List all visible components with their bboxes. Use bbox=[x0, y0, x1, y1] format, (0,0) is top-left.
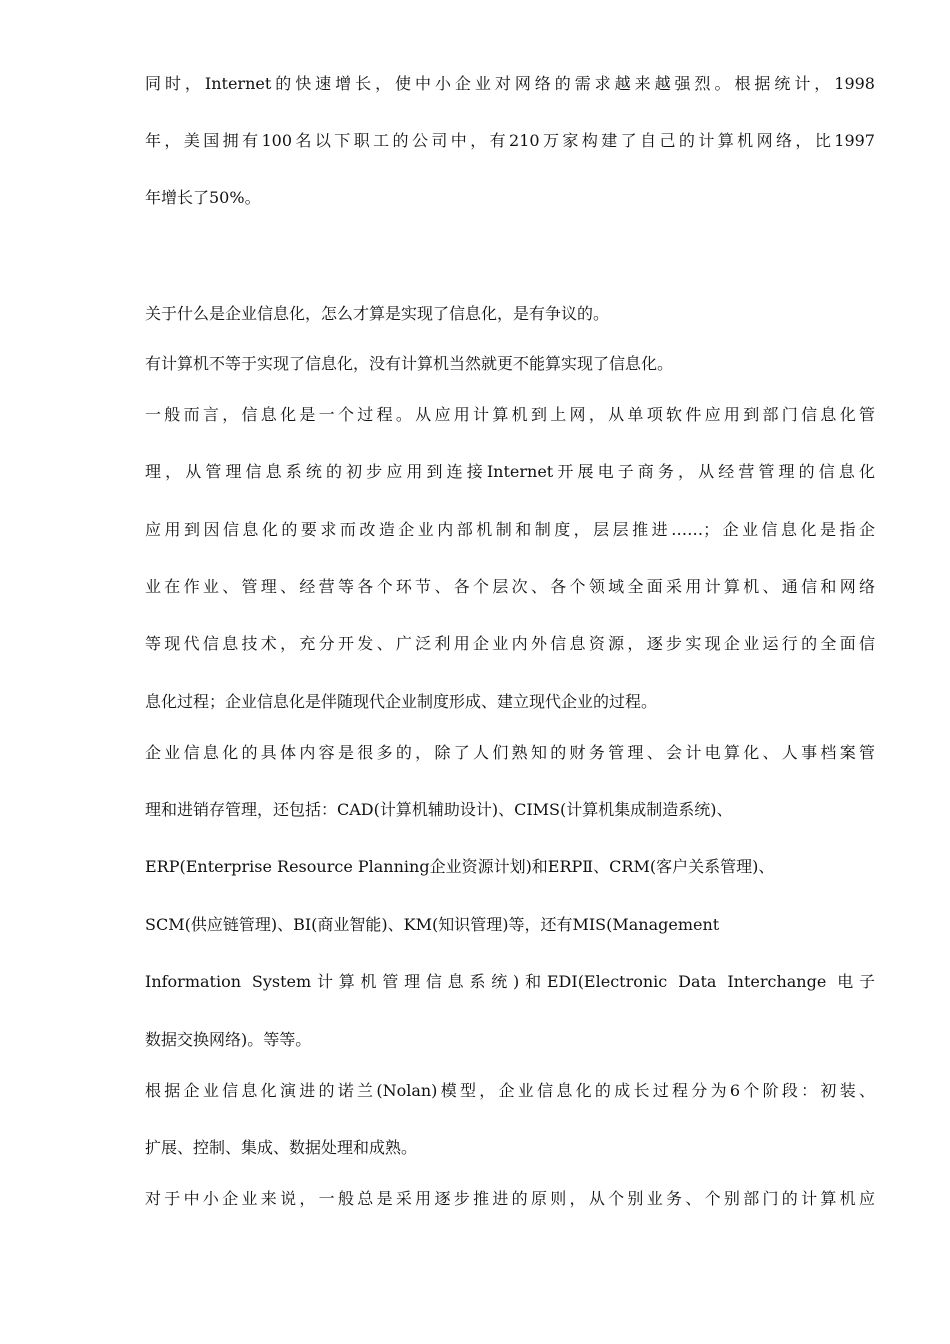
paragraph-line: Information System计算机管理信息系统)和EDI(Electronic Data Interchange 电子 bbox=[145, 972, 875, 991]
paragraph-line: 息化过程；企业信息化是伴随现代企业制度形成、建立现代企业的过程。 bbox=[145, 692, 658, 711]
paragraph-line: SCM(供应链管理)、BI(商业智能)、KM(知识管理)等，还有MIS(Management bbox=[145, 915, 720, 934]
paragraph-line: ERP(Enterprise Resource Planning企业资源计划)和ERPⅡ、CRM(客户关系管理)、 bbox=[145, 857, 775, 876]
paragraph-line: 有计算机不等于实现了信息化，没有计算机当然就更不能算实现了信息化。 bbox=[145, 354, 674, 373]
paragraph-line: 企业信息化的具体内容是很多的，除了人们熟知的财务管理、会计电算化、人事档案管 bbox=[145, 743, 875, 762]
paragraph-line: 业在作业、管理、经营等各个环节、各个层次、各个领域全面采用计算机、通信和网络 bbox=[145, 577, 875, 596]
paragraph-line: 关于什么是企业信息化，怎么才算是实现了信息化，是有争议的。 bbox=[145, 304, 610, 323]
paragraph-line: 年，美国拥有100名以下职工的公司中，有210万家构建了自己的计算机网络，比1997 bbox=[145, 131, 875, 150]
paragraph-line: 扩展、控制、集成、数据处理和成熟。 bbox=[145, 1138, 418, 1157]
paragraph-line: 年增长了50%。 bbox=[145, 188, 261, 207]
paragraph-line: 等现代信息技术，充分开发、广泛利用企业内外信息资源，逐步实现企业运行的全面信 bbox=[145, 634, 875, 653]
paragraph-line: 数据交换网络)。等等。 bbox=[145, 1030, 312, 1049]
paragraph-line: 理，从管理信息系统的初步应用到连接Internet开展电子商务，从经营管理的信息化 bbox=[145, 462, 875, 481]
paragraph-line: 同时，Internet的快速增长，使中小企业对网络的需求越来越强烈。根据统计，1998 bbox=[145, 74, 875, 93]
paragraph-line: 一般而言，信息化是一个过程。从应用计算机到上网，从单项软件应用到部门信息化管 bbox=[145, 405, 875, 424]
paragraph-line: 应用到因信息化的要求而改造企业内部机制和制度，层层推进……；企业信息化是指企 bbox=[145, 520, 875, 539]
paragraph-line: 理和进销存管理，还包括：CAD(计算机辅助设计)、CIMS(计算机集成制造系统)、 bbox=[145, 800, 733, 819]
paragraph-line: 对于中小企业来说，一般总是采用逐步推进的原则，从个别业务、个别部门的计算机应 bbox=[145, 1189, 875, 1208]
paragraph-line: 根据企业信息化演进的诺兰(Nolan)模型，企业信息化的成长过程分为6个阶段：初装、 bbox=[145, 1081, 875, 1100]
